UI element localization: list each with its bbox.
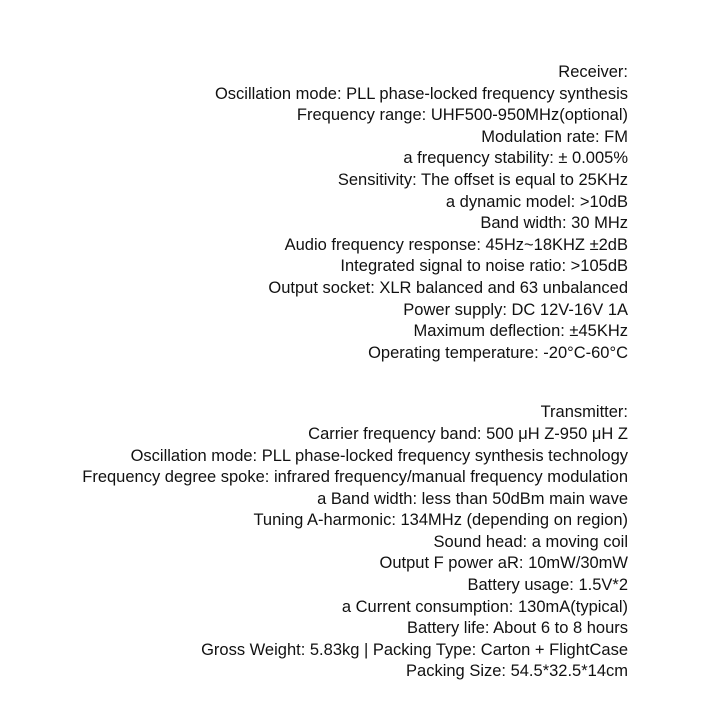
transmitter-spec-line: a Current consumption: 130mA(typical) [341,597,628,616]
receiver-spec-line: Frequency range: UHF500-950MHz(optional) [296,106,628,125]
transmitter-spec-line: Packing Size: 54.5*32.5*14cm [406,662,628,681]
transmitter-heading: Transmitter: [540,403,628,422]
receiver-spec-line: Operating temperature: -20°C-60°C [368,343,628,362]
receiver-spec-line: a frequency stability: ± 0.005% [403,149,628,168]
receiver-spec-line: Band width: 30 MHz [480,214,628,233]
transmitter-spec-line: Battery life: About 6 to 8 hours [406,619,628,638]
transmitter-spec-line: Battery usage: 1.5V*2 [467,576,628,595]
receiver-section [0,62,628,364]
transmitter-spec-line: Output F power aR: 10mW/30mW [379,554,628,573]
transmitter-section [0,402,628,683]
receiver-spec-line: Maximum deflection: ±45KHz [413,322,628,341]
receiver-spec-line: Oscillation mode: PLL phase-locked frequency synthesis [214,84,628,103]
receiver-spec-line: Audio frequency response: 45Hz~18KHZ ±2dB [284,235,628,254]
spec-sheet [0,62,628,683]
receiver-spec-line: Output socket: XLR balanced and 63 unbalanced [268,278,628,297]
receiver-spec-line: Power supply: DC 12V-16V 1A [403,300,628,319]
receiver-spec-line: a dynamic model: >10dB [445,192,628,211]
transmitter-spec-line: Sound head: a moving coil [433,532,628,551]
receiver-spec-line: Integrated signal to noise ratio: >105dB [340,257,628,276]
transmitter-spec-line: Gross Weight: 5.83kg | Packing Type: Carton + FlightCase [201,640,628,659]
transmitter-spec-line: Carrier frequency band: 500 μH Z-950 μH Z [308,424,628,443]
transmitter-spec-line: Tuning A-harmonic: 134MHz (depending on region) [253,511,628,530]
receiver-heading: Receiver: [558,63,628,81]
receiver-spec-line: Modulation rate: FM [481,127,628,146]
transmitter-spec-line: a Band width: less than 50dBm main wave [317,489,628,508]
transmitter-spec-line: Oscillation mode: PLL phase-locked frequency synthesis technology [130,446,628,465]
receiver-spec-line: Sensitivity: The offset is equal to 25KHz [337,170,628,189]
transmitter-spec-line: Frequency degree spoke: infrared frequency/manual frequency modulation [82,468,628,487]
